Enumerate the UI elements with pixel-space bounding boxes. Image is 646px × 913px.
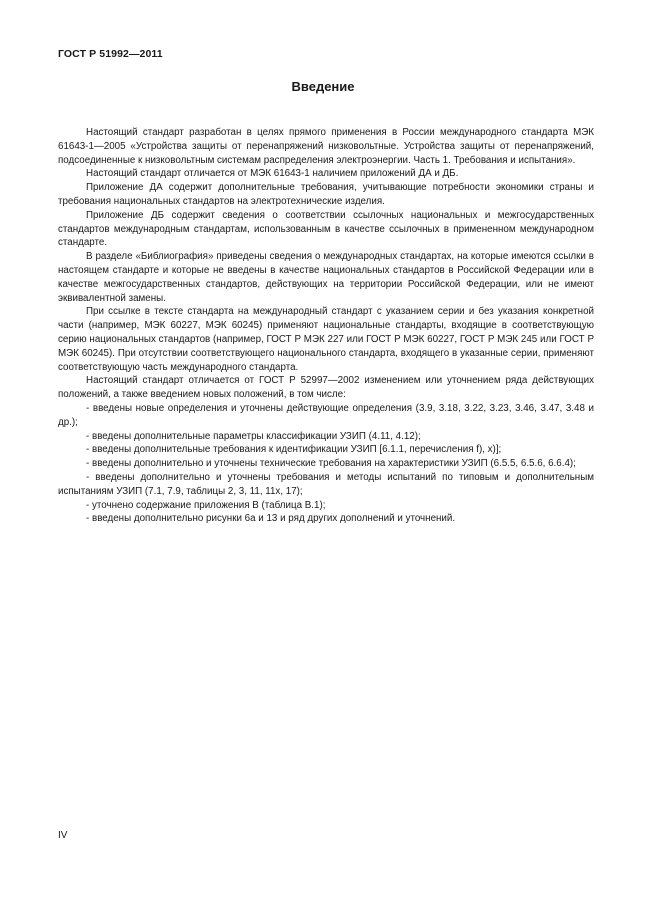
list-item: - введены дополнительные требования к идентификации УЗИП [6.1.1, перечисления f), x)]; (86, 444, 502, 456)
list-item: - уточнено содержание приложения В (таблица В.1); (86, 499, 326, 511)
list-item: - введены дополнительные параметры классификации УЗИП (4.11, 4.12); (86, 430, 421, 442)
document-body (58, 126, 594, 526)
page-number: IV (58, 830, 68, 841)
paragraph-changes-intro: Настоящий стандарт отличается от ГОСТ Р 52997—2002 изменением или уточнением ряда действующих положений, а также введением новых положений, в том числе: (58, 375, 594, 401)
paragraph-appendix-db: Приложение ДБ содержит сведения о соответствии ссылочных национальных и межгосударственных стандартов международным стандартам, использованным в качестве ссылочных в примененном международном стандарте. (58, 209, 594, 249)
paragraph-difference: Настоящий стандарт отличается от МЭК 61643-1 наличием приложений ДА и ДБ. (86, 168, 459, 180)
paragraph-bibliography: В разделе «Библиография» приведены сведения о международных стандартах, на которые имеются ссылки в настоящем стандарте и которые не введены в качестве национальных стандартов в Российской Федерации или в качестве межгосударственных стандартов, действующих на территории Российской Федерации, или не имеют эквивалентной замены. (58, 251, 594, 304)
paragraph-appendix-da: Приложение ДА содержит дополнительные требования, учитывающие потребности экономики страны и требования национальных стандартов на электротехнические изделия. (58, 182, 594, 207)
section-title: Введение (291, 79, 355, 94)
paragraph-purpose: Настоящий стандарт разработан в целях прямого применения в России международного стандарта МЭК 61643-1—2005 «Устройства защиты от перенапряжений низковольтные. Устройства защиты от перенапряжений, подсоединенные к низковольтным системам распределения электроэнергии. Часть 1. Требования и испытания». (58, 127, 594, 166)
list-item: - введены дополнительно и уточнены технические требования на характеристики УЗИП (6.5.5, 6.5.6, 6.6.4); (86, 458, 576, 470)
list-item: - введены новые определения и уточнены действующие определения (3.9, 3.18, 3.22, 3.23, 3.46, 3.47, 3.48 и др.); (58, 402, 594, 428)
list-item: - введены дополнительно рисунки 6а и 13 и ряд других дополнений и уточнений. (86, 513, 456, 525)
paragraph-series-reference: При ссылке в тексте стандарта на международный стандарт с указанием серии и без указания конкретной части (например, МЭК 60227, МЭК 60245) применяют национальные стандарты, входящие в соответствующую серию национальных стандартов (например, ГОСТ Р МЭК 227 или ГОСТ Р МЭК 60227, ГОСТ Р МЭК 245 или ГОСТ Р МЭК 60245). При отсутствии соответствующего национального стандарта, входящего в указанные серии, применяют соответствующую часть международного стандарта. (58, 306, 594, 373)
document-code: ГОСТ Р 51992—2011 (58, 48, 163, 60)
list-item: - введены дополнительно и уточнены требования и методы испытаний по типовым и дополнительным испытаниям УЗИП (7.1, 7.9, таблицы 2, 3, 11, 11х, 17); (58, 471, 594, 497)
